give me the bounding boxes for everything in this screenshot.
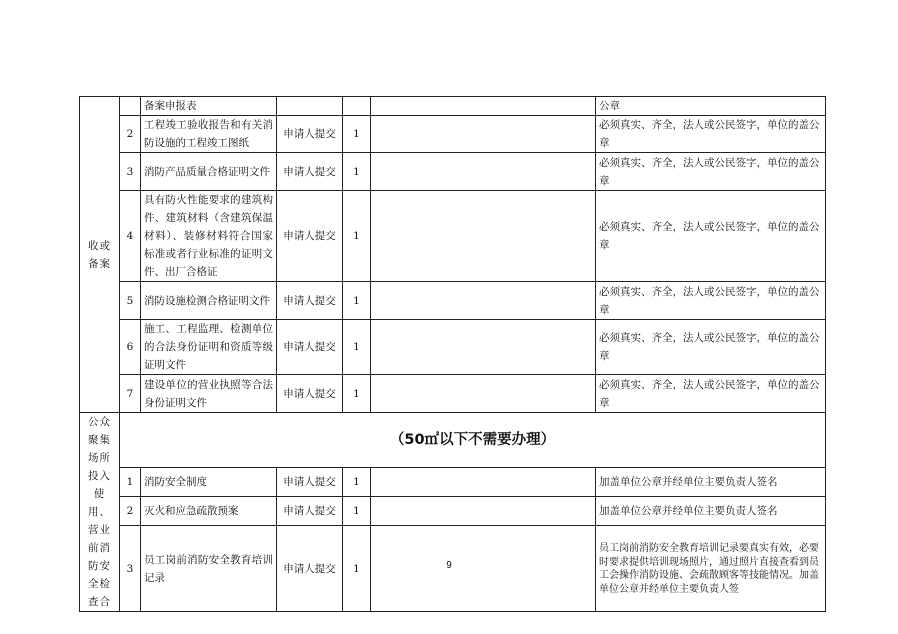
remark: [371, 282, 596, 320]
submitter: 申请人提交: [277, 320, 343, 375]
section-note: （50㎡以下不需要办理）: [120, 413, 826, 468]
submitter: 申请人提交: [277, 497, 343, 526]
table-row: [80, 497, 826, 526]
submitter: 申请人提交: [277, 526, 343, 612]
requirements-table: [79, 96, 826, 612]
category-cell: 收或备案: [80, 97, 120, 413]
copies: 1: [343, 320, 371, 375]
requirement: 必须真实、齐全，法人或公民签字，单位的盖公章: [596, 153, 826, 191]
row-number: 2: [120, 116, 141, 153]
table-row: [80, 413, 826, 468]
requirement: 必须真实、齐全，法人或公民签字，单位的盖公章: [596, 282, 826, 320]
copies: 1: [343, 153, 371, 191]
submitter: 申请人提交: [277, 191, 343, 282]
table-row: [80, 375, 826, 413]
remark: [371, 116, 596, 153]
row-number: 4: [120, 191, 141, 282]
row-number: 3: [120, 526, 141, 612]
material-name: 消防产品质量合格证明文件: [141, 153, 277, 191]
row-number: 3: [120, 153, 141, 191]
requirement: 公章: [596, 97, 826, 116]
table-row: [80, 468, 826, 497]
page-number: 9: [446, 560, 452, 571]
requirement: 必须真实、齐全，法人或公民签字，单位的盖公章: [596, 375, 826, 413]
remark: [371, 375, 596, 413]
copies: 1: [343, 468, 371, 497]
submitter: 申请人提交: [277, 282, 343, 320]
remark: [371, 497, 596, 526]
copies: 1: [343, 116, 371, 153]
material-name: 消防设施检测合格证明文件: [141, 282, 277, 320]
material-name: 施工、工程监理、检测单位的合法身份证明和资质等级证明文件: [141, 320, 277, 375]
row-number: [120, 97, 141, 116]
requirement: 加盖单位公章并经单位主要负责人签名: [596, 497, 826, 526]
remark: [371, 468, 596, 497]
submitter: 申请人提交: [277, 116, 343, 153]
copies: 1: [343, 497, 371, 526]
requirement: 员工岗前消防安全教育培训记录要真实有效，必要时要求提供培训现场照片，通过照片直接查看到员工会操作消防设施、会疏散顾客等技能情况。加盖单位公章并经单位主要负责人签: [596, 526, 826, 612]
table-row: [80, 97, 826, 116]
table-row: [80, 320, 826, 375]
remark: [371, 320, 596, 375]
table-row: [80, 191, 826, 282]
remark: [371, 191, 596, 282]
material-name: 消防安全制度: [141, 468, 277, 497]
row-number: 2: [120, 497, 141, 526]
copies: 1: [343, 282, 371, 320]
row-number: 6: [120, 320, 141, 375]
remark: [371, 153, 596, 191]
requirement: 必须真实、齐全，法人或公民签字，单位的盖公章: [596, 191, 826, 282]
material-name: 员工岗前消防安全教育培训记录: [141, 526, 277, 612]
material-name: 工程竣工验收报告和有关消防设施的工程竣工图纸: [141, 116, 277, 153]
requirement: 必须真实、齐全，法人或公民签字，单位的盖公章: [596, 320, 826, 375]
row-number: 7: [120, 375, 141, 413]
material-name: 具有防火性能要求的建筑构件、建筑材料（含建筑保温材料）、装修材料符合国家标准或者行业标准的证明文件、出厂合格证: [141, 191, 277, 282]
material-name: 灭火和应急疏散预案: [141, 497, 277, 526]
submitter: [277, 97, 343, 116]
copies: 1: [343, 375, 371, 413]
submitter: 申请人提交: [277, 153, 343, 191]
table-row: [80, 153, 826, 191]
material-name: 备案申报表: [141, 97, 277, 116]
copies: [343, 97, 371, 116]
table-row: [80, 116, 826, 153]
remark: [371, 97, 596, 116]
category-cell: 公众聚集场所投入使用、营业前消防安全检查合: [80, 413, 120, 612]
row-number: 5: [120, 282, 141, 320]
row-number: 1: [120, 468, 141, 497]
copies: 1: [343, 191, 371, 282]
copies: 1: [343, 526, 371, 612]
submitter: 申请人提交: [277, 468, 343, 497]
submitter: 申请人提交: [277, 375, 343, 413]
requirement: 加盖单位公章并经单位主要负责人签名: [596, 468, 826, 497]
table-row: [80, 282, 826, 320]
material-name: 建设单位的营业执照等合法身份证明文件: [141, 375, 277, 413]
requirement: 必须真实、齐全，法人或公民签字，单位的盖公章: [596, 116, 826, 153]
